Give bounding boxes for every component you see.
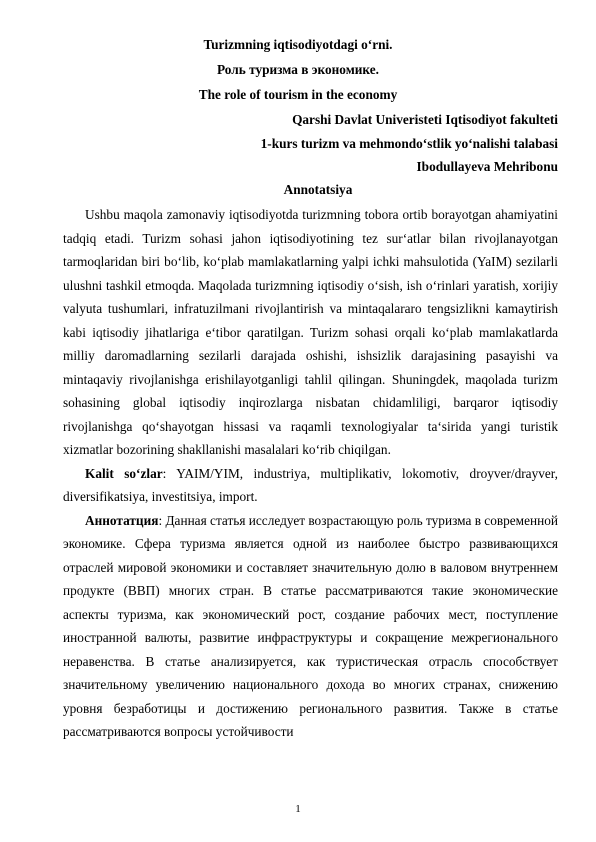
title-uzbek: Turizmning iqtisodiyotdagi oʻrni.	[203, 37, 393, 52]
keywords-label: Kalit soʻzlar	[85, 465, 163, 481]
title-russian: Роль туризма в экономике.	[217, 62, 379, 77]
title-english: The role of tourism in the economy	[198, 87, 398, 102]
author-affiliation: Qarshi Davlat Univeristeti Iqtisodiyot fakulteti	[292, 112, 558, 127]
author-name: Ibodullayeva Mehribonu	[416, 159, 558, 174]
author-status: 1-kurs turizm va mehmondoʻstlik yoʻnalishi talabasi	[260, 136, 558, 151]
keywords-paragraph	[63, 462, 558, 509]
page-number: 1	[295, 803, 301, 815]
article-body	[63, 203, 558, 744]
abstract-russian-text: : Данная статья исследует возрастающую роль туризма в современной экономике. Сфера туризма является одной из наиболее быстро развивающихся отраслей мировой экономики и составляет значительную долю в валовом внутреннем продукте (ВВП) многих стран. В статье рассматриваются такие экономические аспекты туризма, как экономический рост, создание рабочих мест, поступление иностранной валюты, развитие инфраструктуры и сокращение межрегионального неравенства. В статье анализируется, как туристическая отрасль способствует значительному увеличению национального дохода во многих странах, снижению уровня безработицы и достижению регионального развития. Также в статье рассматриваются вопросы устойчивости	[63, 512, 558, 739]
section-heading: Annotatsiya	[283, 182, 353, 197]
abstract-uzbek: Ushbu maqola zamonaviy iqtisodiyotda turizmning tobora ortib borayotgan ahamiyatini tadqiq etadi. Turizm sohasi jahon iqtisodiyotining tez surʻatlar bilan rivojlanayotgan tarmoqlaridan biri boʻlib, koʻplab mamlakatlarning yalpi ichki mahsulotida (YaIM) sezilarli ulushni tashkil etmoqda. Maqolada turizmning iqtisodiy oʻsish, ish oʻrinlari yaratish, xorijiy valyuta tushumlari, infratuzilmani rivojlantirish va mintaqalararo tengsizlikni kamaytirish kabi iqtisodiy jihatlariga eʻtibor qaratilgan. Turizm sohasi orqali koʻplab mamlakatlarda milliy daromadlarning sezilarli darajada oshishi, ishsizlik darajasining pasayishi va mintaqaviy rivojlanishga erishilayotganligi tahlil qilingan. Shuningdek, maqolada turizm sohasining global iqtisodiy inqirozlarga nisbatan chidamliligi, barqaror iqtisodiy rivojlanishga qoʻshayotgan hissasi va raqamli texnologiyalar taʻsirida yangi turistik xizmatlar bozorining shakllanishi masalalari koʻrib chiqilgan.	[63, 207, 558, 457]
abstract-russian	[63, 509, 558, 744]
abstract-russian-label: Аннотатция	[85, 512, 159, 528]
keywords-text: : YAIM/YIM, industriya, multiplikativ, lokomotiv, droyver/drayver, diversifikatsiya, investitsiya, import.	[63, 465, 558, 504]
